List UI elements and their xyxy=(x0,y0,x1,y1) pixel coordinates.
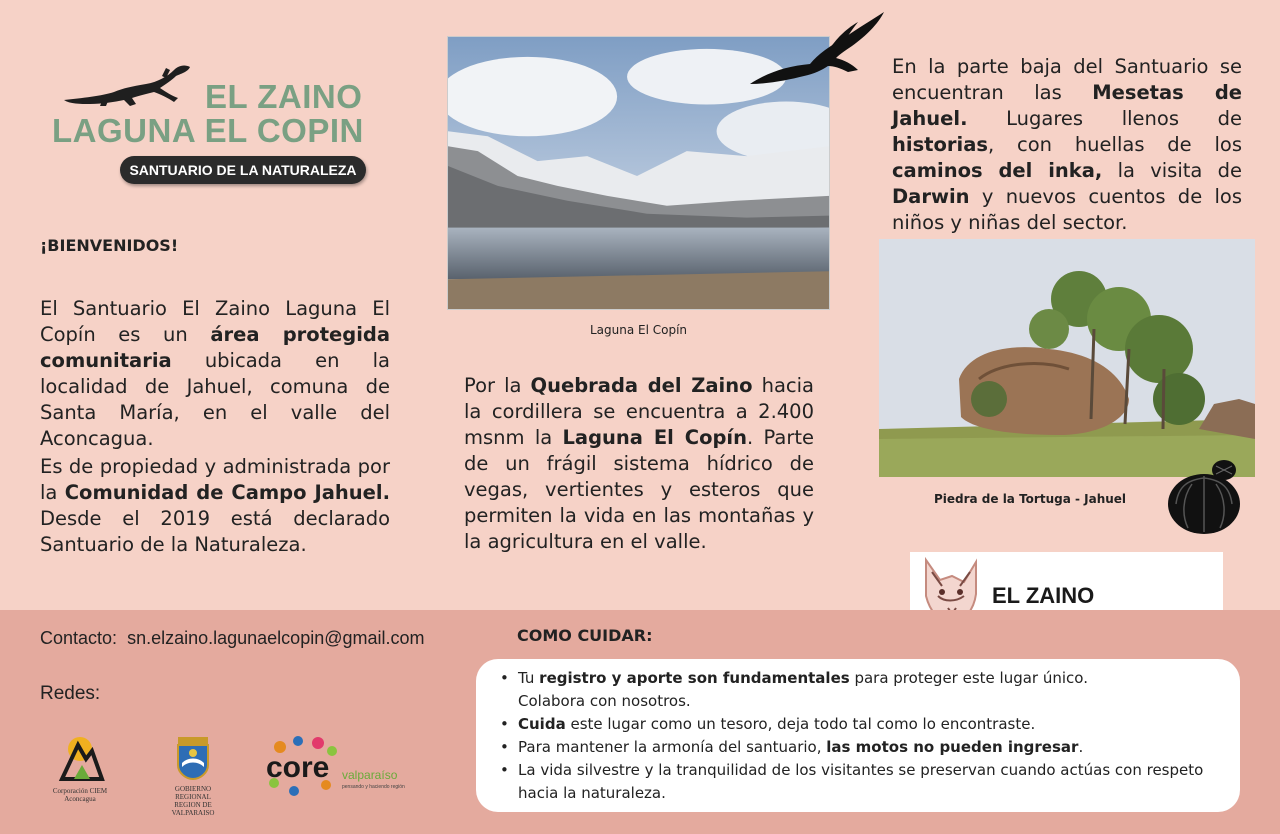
core-subtitle: valparaíso xyxy=(342,768,398,782)
gobierno-regional-logo: GOBIERNO REGIONAL REGION DE VALPARAISO xyxy=(158,735,228,797)
contact-info: Contacto: sn.elzaino.lagunaelcopin@gmail.com xyxy=(40,628,425,648)
contact-email-link[interactable]: sn.elzaino.lagunaelcopin@gmail.com xyxy=(127,628,425,648)
welcome-heading: ¡BIENVENIDOS! xyxy=(40,236,179,255)
core-wordmark: core xyxy=(266,751,330,784)
core-valparaiso-logo xyxy=(262,735,414,797)
care-tips-heading: COMO CUIDAR: xyxy=(517,626,653,645)
condor-icon xyxy=(748,10,888,92)
care-tip-3: • Para mantener la armonía del santuario, las motos no pueden ingresar. xyxy=(500,736,1220,759)
care-tip-4: • La vida silvestre y la tranquilidad de los visitantes se preservan cuando actúas con respeto hacia la naturaleza. xyxy=(500,759,1220,805)
coat-of-arms-icon xyxy=(158,735,228,781)
care-tip-1: • Tu registro y aporte son fundamentales para proteger este lugar único. Colabora con nosotros. xyxy=(500,667,1220,713)
care-tips-box xyxy=(476,659,1240,812)
logo-title-line1: EL ZAINO xyxy=(205,78,363,115)
piedra-tortuga-caption: Piedra de la Tortuga - Jahuel xyxy=(933,492,1127,506)
mesetas-paragraph: En la parte baja del Santuario se encuentran las Mesetas de Jahuel. Lugares llenos de historias, con huellas de los caminos del inka, la visita de Darwin y nuevos cuentos de los niños y niñas del sector. xyxy=(892,55,1243,234)
secondary-logo-line1: EL ZAINO xyxy=(992,583,1095,608)
core-tagline: pensando y haciendo región xyxy=(342,784,405,790)
cactus-icon xyxy=(1164,458,1246,534)
logo-title-line2: LAGUNA EL COPIN xyxy=(52,112,364,149)
care-tip-2: • Cuida este lugar como un tesoro, deja todo tal como lo encontraste. xyxy=(500,713,1220,736)
lizard-logo-icon xyxy=(62,58,192,110)
intro-paragraph-2: Es de propiedad y administrada por la Comunidad de Campo Jahuel. Desde el 2019 está declarado Santuario de la Naturaleza. xyxy=(40,455,390,556)
quebrada-paragraph: Por la Quebrada del Zaino hacia la cordillera se encuentra a 2.400 msnm la Laguna El Copín. Parte de un frágil sistema hídrico de vegas, vertientes y esteros que permiten la vida en las montañas y la agricultura en el valle. xyxy=(464,374,814,553)
laguna-photo-caption: Laguna El Copín xyxy=(589,323,688,337)
piedra-tortuga-photo xyxy=(879,239,1255,477)
ciem-mountain-icon xyxy=(38,735,122,783)
social-networks-label: Redes: xyxy=(40,683,101,704)
logo-subtitle-badge: SANTUARIO DE LA NATURALEZA xyxy=(120,156,366,184)
intro-paragraph-1: El Santuario El Zaino Laguna El Copín es un área protegida comunitaria ubicada en la localidad de Jahuel, comuna de Santa María, en el valle del Aconcagua. xyxy=(40,297,391,450)
core-dots-icon xyxy=(262,735,414,797)
ciem-logo: Corporación CIEM Aconcagua xyxy=(38,735,122,797)
